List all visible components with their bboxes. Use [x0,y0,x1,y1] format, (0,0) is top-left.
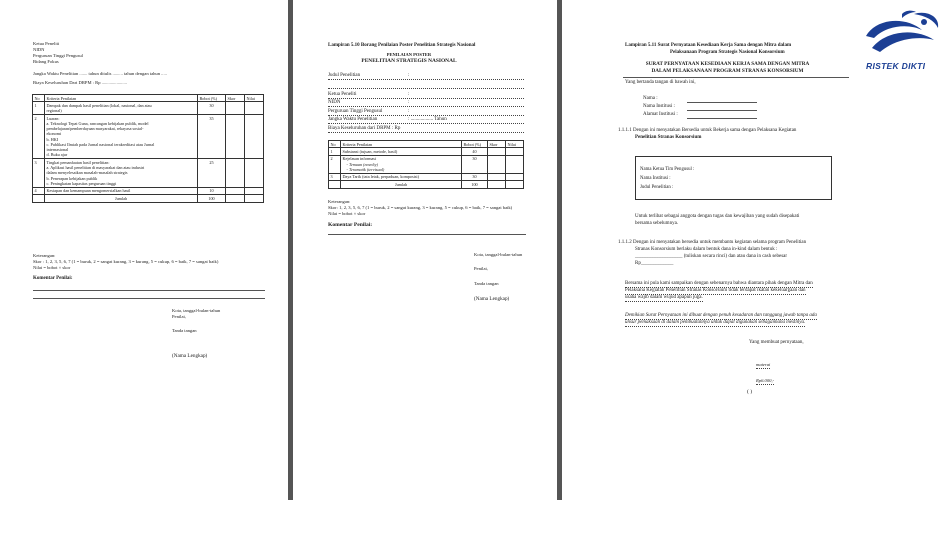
field-label: Ketua Peneliti [328,92,357,97]
row-number: 3 [329,173,341,180]
row-weight: 30 [462,155,488,173]
p2-field [328,100,524,107]
p3-heading: DALAM PELAKSANAAN PROGRAM STRANAS KONSORSIUM [651,68,804,74]
row-score-cell [226,115,245,159]
row-value-cell [245,102,264,115]
table-row [33,187,264,194]
criteria-line: b. Penerapan kebijakan publik [46,175,98,181]
p3-clause: Rp_____________ [635,261,674,266]
criteria-line: Tingkat pemanfaatan hasil penelitian: [46,159,110,165]
criteria-line: Substansi (tujuan, metode, hasil) [342,149,398,155]
row-value-cell [506,155,524,173]
p1-header-line: Biaya Keseluruhan Dari DRPM : Rp ...................... [33,80,127,85]
row-weight: 25 [198,159,226,187]
row-score-cell [488,173,506,180]
criteria-line: a. Aplikasi hasil penelitian di masyarakat dan atau industri [46,165,145,171]
criteria-line: - Teramatik (tervisual) [346,166,385,172]
table-total-row [329,181,524,188]
criteria-line: Dampak dan dampak hasil penelitian (lokal, nasional, dan atau [46,103,152,109]
document-page-3 [575,0,840,500]
criteria-line: c. Peningkatan kapasitas perguruan tinggi [46,180,117,186]
p1-keterangan: Skor : 1, 2, 3, 5, 6, 7 (1 = buruk, 2 = sangat kurang, 3 = kurang, 5 = cukup, 6 = baik, 7 = sangat baik) [33,259,219,264]
box-field: Nama Institusi : [640,176,671,181]
col-header-score: Skor [226,95,245,102]
criteria-line: c. Publikasi Ilmiah pada Jurnal nasional terakreditasi atau Jurnal [46,141,155,147]
total-value-cell [506,181,524,188]
field-label: Biaya Keseluruhan dari DRPM : Rp [328,126,401,131]
criteria-line: ekonomi [46,131,62,137]
field-label: Jangka Waktu Penelitian [328,117,378,122]
total-score-cell [488,181,506,188]
p3-clause: 1.1.1.1 Dengan ini menyatakan Bersedia untuk Bekerja sama dengan Pelaksana Kegiatan [618,128,797,133]
p1-sign-line: Tanda tangan [172,328,197,333]
comment-line [33,290,265,291]
col-header-weight: Bobot (%) [462,141,488,148]
field-value: : [408,73,410,78]
row-weight: 30 [462,173,488,180]
table-header-row [329,141,524,148]
p1-header-line: NIDN [33,47,45,52]
table-row [33,115,264,159]
col-header-value: Nilai [506,141,524,148]
p3-clause: Stranas Konsorsium berlaku dalam bentuk dana in-kind dalam bentuk : [635,247,778,252]
total-empty-cell [329,181,341,188]
total-value: 100 [198,195,226,202]
p1-header-line: Perguruan Tinggi Pengusul [33,53,83,58]
p2-field [328,126,524,133]
row-number: 2 [33,115,45,159]
criteria-line: Kesiapan dan kemampuan mengomersialkan hasil [46,188,131,194]
row-number: 1 [329,148,341,155]
field-value: : [408,109,410,114]
box-field: Judul Penelitian : [640,185,674,190]
row-score-cell [226,102,245,115]
document-page-2 [293,0,555,500]
total-label: Jumlah [341,181,462,188]
row-score-cell [226,187,245,194]
p1-keterangan: Nilai = bobot × skor [33,265,71,270]
p2-field [328,92,524,99]
table-total-row [33,195,264,202]
criteria-line: internasional [46,147,69,153]
p3-heading: SURAT PERNYATAAN KESEDIAAN KERJA SAMA DENGAN MITRA [645,61,810,67]
identity-field: Alamat Institusi : [643,112,678,117]
identity-line [687,102,757,103]
p1-keterangan: Keterangan: [33,253,56,258]
row-criteria [341,173,462,180]
criteria-line: a. Teknologi Tepat Guna, rancangan kebijakan publik, model [46,120,149,126]
col-header-no: No [33,95,45,102]
p2-field-blank [328,83,524,89]
criteria-line: b. HKI [46,136,59,142]
p3-paragraph: usaha wajib dalam wujud apapun juga. [625,295,703,302]
total-empty-cell [33,195,45,202]
stamp-duty-amount: Rp6.000,- [756,378,775,383]
row-score-cell [488,155,506,173]
heading-underline [623,77,849,78]
p2-field [328,117,524,124]
col-header-criteria: Kriteria Penilaian [45,95,198,102]
p2-sign-line: (Nama Lengkap) [474,296,510,302]
p1-evaluation-table [32,94,264,203]
row-value-cell [506,148,524,155]
criteria-line: - Temuan (novelty) [346,161,378,167]
p3-paragraph: Pelaksana Kegiatan Penelitian Stranas Konsorsium tidak terdapat ikatan kekeluargaan dan [625,288,806,295]
total-value-cell [245,195,264,202]
criteria-line: d. Buku ajar [46,152,68,158]
row-number: 1 [33,102,45,115]
criteria-line: dalam menyelesaikan masalah-masalah strategis [46,170,128,176]
p1-header-line: Ketua Peneliti [33,41,60,46]
row-criteria [45,159,198,187]
row-criteria [45,102,198,115]
table-row [329,155,524,173]
p3-clause: 1.1.1.2 Dengan ini menyatakan bersedia untuk membantu kegiatan selama program Penelitian [618,240,807,245]
p2-comment-heading: Komentar Penilai: [328,222,373,228]
signature-name-placeholder: ( ) [747,389,753,395]
field-value: : [408,100,410,105]
p1-header-line: Jangka Waktu Penelitian ....... tahun ditulis ......... tahun dengan tahun ..... [33,71,167,76]
total-value: 100 [462,181,488,188]
field-value: : .................. Tahun [408,117,447,122]
p2-field [328,73,524,80]
criteria-line: Kejelasan informasi [342,156,377,162]
p2-field [328,109,524,116]
identity-field: Nama : [643,96,658,101]
p2-keterangan: Skor: 1, 2, 3, 5, 6, 7 (1 = buruk, 2 = sangat kurang, 3 = kurang, 5 = cukup, 6 = baik, 7 = sangat baik) [328,205,513,210]
p2-evaluation-table [328,140,524,189]
field-label: Perguruan Tinggi Pengusul [328,109,383,114]
p1-header-line: Bidang Fokus [33,59,59,64]
p2-keterangan: Nilai = bobot × skor [328,211,366,216]
p3-intro: Yang bertanda tangan di bawah ini, [625,80,696,85]
p2-sign-line: Kota, tanggal-bulan-tahun [474,252,523,257]
p2-subtitle: PENILAIAN POSTER [386,52,432,57]
p3-paragraph: unsur pemaksaan di dalam pembuatannya untuk dapat digunakan sebagaimana mestinya. [625,320,805,327]
table-row [329,148,524,155]
row-criteria [45,187,198,194]
field-label: Judul Penelitian [328,73,361,78]
total-score-cell [226,195,245,202]
page-divider-right [557,0,562,500]
criteria-line: Luaran: [46,115,60,121]
criteria-line: regional) [46,108,62,114]
p2-subtitle: PENELITIAN STRATEGIS NASIONAL [361,58,457,64]
p1-sign-line: Penilai, [172,314,186,319]
logo-text: RISTEK DIKTI [866,61,926,71]
row-value-cell [245,187,264,194]
row-weight: 30 [198,102,226,115]
row-criteria [45,115,198,159]
p1-sign-line: Kota, tanggal-bulan-tahun [172,308,221,313]
col-header-score: Skor [488,141,506,148]
p2-sign-line: Penilai, [474,266,488,271]
p3-sign-line: Yang membuat pernyataan, [749,340,804,345]
identity-field: Nama Institusi : [643,104,675,109]
row-value-cell [245,115,264,159]
row-number: 4 [33,187,45,194]
row-value-cell [245,159,264,187]
comment-line [33,298,265,299]
row-weight: 10 [198,187,226,194]
criteria-line: pembelajaran/pemberdayaan masyarakat, rekayasa sosial- [46,126,144,132]
row-score-cell [226,159,245,187]
row-criteria [341,148,462,155]
p2-sign-line: Tanda tangan [474,281,499,286]
p3-paragraph: Bersama ini pula kami sampaikan dengan sebenarnya bahwa diantara pihak dengan Mitra dan [625,281,813,288]
p3-paragraph: Untuk terlibat sebagai anggota dengan tugas dan kewajiban yang sudah disepakati [635,214,800,219]
col-header-criteria: Kriteria Penilaian [341,141,462,148]
table-row [329,173,524,180]
row-number: 3 [33,159,45,187]
row-number: 2 [329,155,341,173]
p3-title: Pelaksanaan Program Strategis Nasional Konsorsium [670,50,785,55]
row-weight: 40 [462,148,488,155]
p1-sign-line: (Nama Lengkap) [172,353,208,359]
table-row [33,159,264,187]
identity-line [687,118,757,119]
p3-clause: ___________________ (tuliskan secara rinci) dan atau dana in cash sebesar [635,254,788,259]
col-header-no: No [329,141,341,148]
team-info-box [635,156,832,200]
comment-line [328,234,526,235]
p2-title: Lampiran 5.10 Borang Penilaian Poster Penelitian Strategis Nasional [328,43,476,48]
document-page-1 [30,0,268,500]
total-label: Jumlah [45,195,198,202]
col-header-weight: Bobot (%) [198,95,226,102]
ristekdikti-emblem-icon [862,8,944,64]
box-field: Nama Ketua Tim Pengusul : [640,167,695,172]
p3-paragraph: bersama sebelumnya. [635,221,679,226]
col-header-value: Nilai [245,95,264,102]
p3-paragraph: Demikian Surat Pernyataan ini dibuat dengan penuh kesadaran dan tanggung jawab tanpa ada [625,313,817,320]
row-score-cell [488,148,506,155]
field-label: NIDN [328,100,341,105]
p3-clause: Penelitian Stranas Konsorsium [635,135,702,140]
p1-comment-heading: Komentar Penilai: [33,276,73,281]
field-value: : [408,92,410,97]
criteria-line: Daya Tarik (tata letak, perpaduan, komposisi) [342,174,419,180]
table-header-row [33,95,264,102]
table-row [33,102,264,115]
row-weight: 35 [198,115,226,159]
p2-keterangan: Keterangan: [328,199,351,204]
row-criteria [341,155,462,173]
stamp-duty-label: materai [756,362,771,367]
p3-title: Lampiran 5.11 Surat Pernyataan Kesediaan Kerja Sama dengan Mitra dalam [625,43,792,48]
row-value-cell [506,173,524,180]
identity-line [687,110,757,111]
